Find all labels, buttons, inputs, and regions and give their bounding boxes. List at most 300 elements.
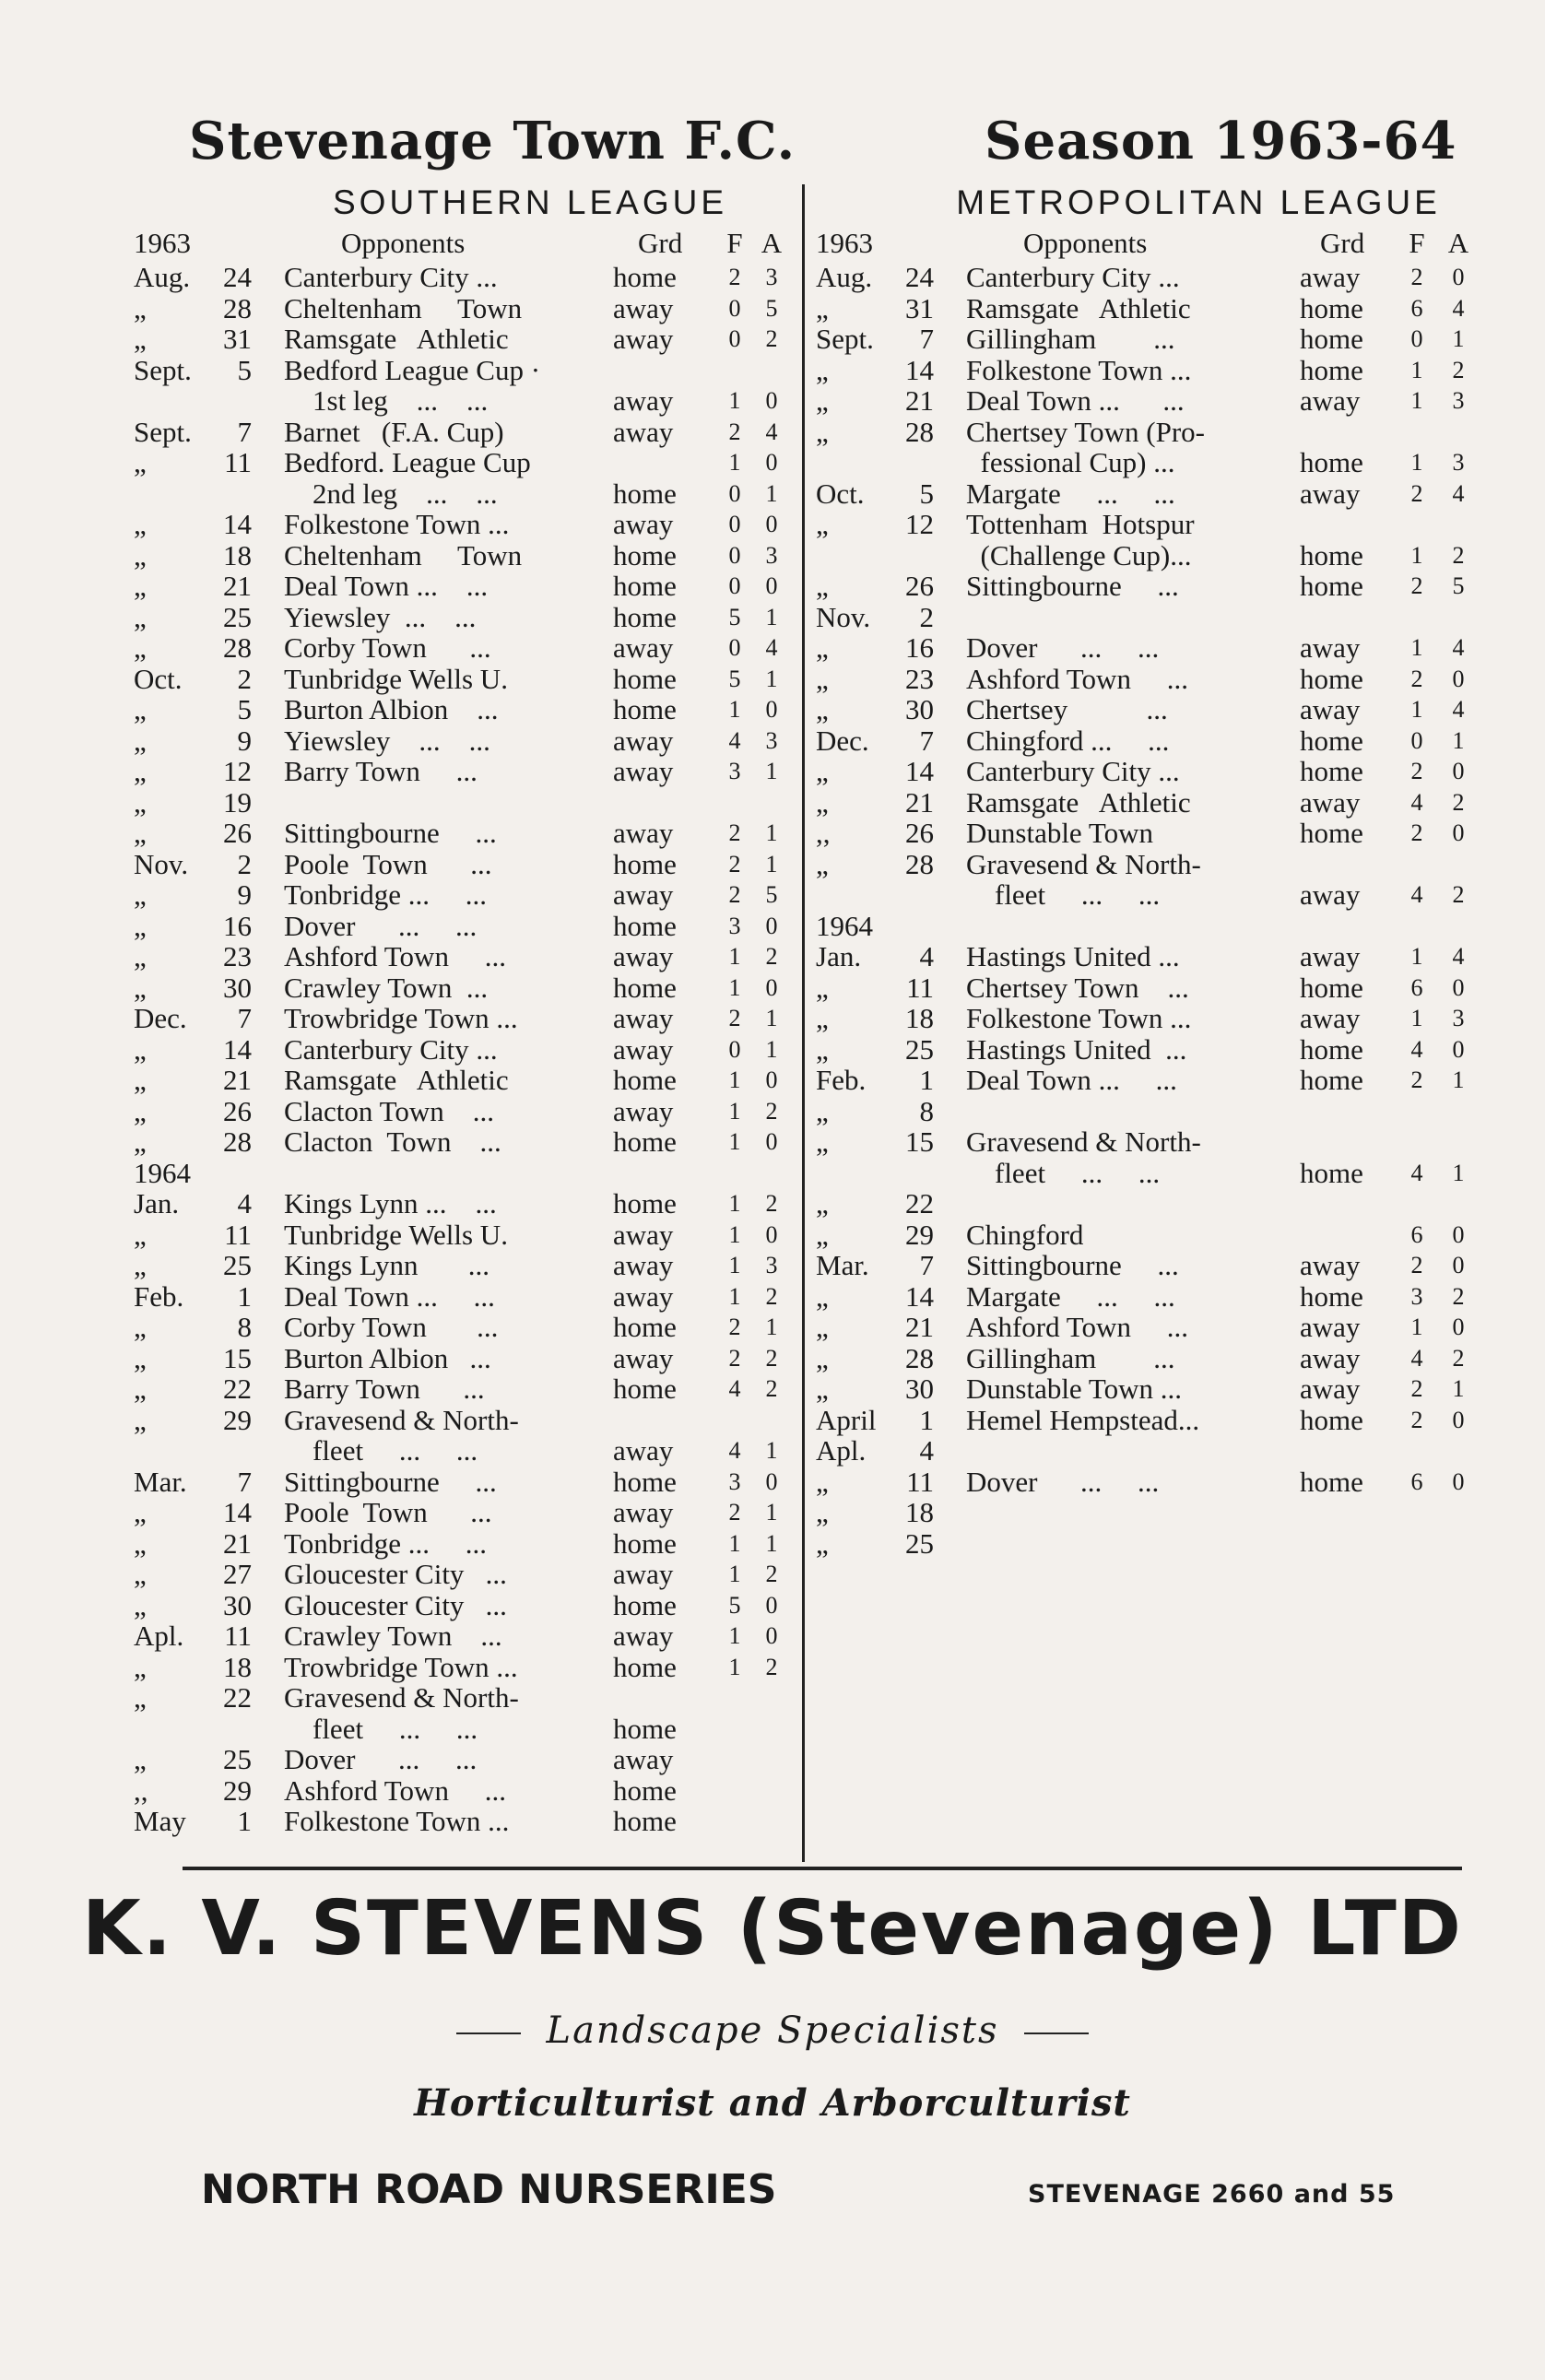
fixture-goals-for: 1 (728, 943, 741, 970)
fixture-ground: away (613, 1558, 674, 1590)
fixture-month: „ (816, 415, 829, 448)
fixture-date (816, 1343, 934, 1374)
fixture-goals-for: 0 (728, 572, 741, 599)
header-ground: Grd (638, 227, 683, 259)
fixture-goals-for: 2 (1410, 1375, 1423, 1402)
fixture-opponent: Dover ... ... (966, 631, 1160, 664)
fixture-month: Aug. (816, 261, 873, 293)
fixture-goals-for: 1 (728, 1653, 741, 1680)
fixture-opponent: Sittingbourne ... (284, 1465, 497, 1498)
fixture-row (134, 355, 797, 386)
fixture-ground: away (613, 1279, 674, 1313)
fixture-goals-against: 2 (765, 1282, 778, 1310)
fixture-opponent: Ramsgate Athletic (284, 323, 509, 355)
fixture-date (816, 324, 934, 355)
fixture-goals-against: 3 (765, 1252, 778, 1278)
fixture-ground: away (613, 940, 674, 972)
fixture-month: „ (816, 693, 829, 725)
fixture-month: „ (134, 1094, 147, 1127)
fixture-date (134, 602, 252, 633)
fixture-row (134, 509, 797, 540)
fixture-date (134, 787, 252, 819)
fixture-day: 18 (905, 1496, 934, 1528)
fixture-goals-against: 2 (765, 1344, 778, 1372)
fixture-month: Mar. (134, 1465, 187, 1498)
fixture-date (816, 602, 934, 633)
fixture-goals-against: 1 (765, 479, 778, 507)
fixture-row (134, 1559, 797, 1590)
fixture-row (134, 1590, 797, 1621)
fixture-opponent: Dover ... ... (284, 1743, 478, 1775)
fixture-row (134, 478, 797, 510)
fixture-month: Apl. (134, 1620, 184, 1652)
fixture-date (134, 478, 252, 510)
fixture-row (134, 447, 797, 478)
fixture-opponent: Chingford ... ... (966, 724, 1170, 757)
fixture-month: Nov. (134, 847, 189, 880)
fixture-goals-for: 3 (728, 758, 741, 784)
fixture-date (134, 293, 252, 324)
fixture-ground: home (1300, 817, 1363, 849)
fixture-ground: home (1300, 971, 1363, 1004)
fixture-date (816, 293, 934, 324)
fixture-goals-against: 1 (765, 1499, 778, 1526)
fixture-goals-against: 2 (765, 1375, 778, 1402)
fixture-day: 22 (905, 1187, 934, 1219)
fixture-day: 15 (905, 1125, 934, 1158)
fixture-goals-against: 3 (765, 726, 778, 754)
fixture-date (816, 787, 934, 819)
header-ground: Grd (1320, 227, 1365, 259)
fixture-opponent: Crawley Town ... (284, 1620, 502, 1652)
fixture-opponent: Crawley Town ... (284, 971, 489, 1004)
fixture-row (134, 1373, 797, 1405)
fixture-day: 28 (905, 415, 934, 448)
fixture-ground: away (1300, 693, 1361, 725)
fixture-goals-against: 2 (765, 1097, 778, 1125)
fixture-ground: away (613, 1743, 674, 1775)
fixture-opponent: Dover ... ... (966, 1465, 1160, 1498)
fixture-row (816, 1435, 1480, 1467)
fixture-date (134, 509, 252, 540)
fixture-date (816, 972, 934, 1004)
fixture-goals-against: 4 (1452, 479, 1465, 507)
header-opponents: Opponents (341, 227, 466, 259)
fixture-row (134, 694, 797, 725)
fixture-goals-against: 4 (1452, 696, 1465, 723)
fixture-goals-for: 3 (1410, 1282, 1423, 1310)
fixture-month: „ (134, 817, 147, 849)
fixture-day: 18 (905, 1002, 934, 1034)
fixture-opponent: Sittingbourne ... (284, 817, 497, 849)
fixture-month: „ (816, 1032, 829, 1066)
fixture-day: 22 (223, 1681, 252, 1714)
fixture-date (816, 355, 934, 386)
advert-rule (183, 1867, 1462, 1870)
fixture-opponent: Canterbury City ... (966, 261, 1180, 293)
fixture-row (816, 417, 1480, 448)
fixture-goals-for: 2 (728, 850, 741, 878)
fixture-row (134, 1528, 797, 1560)
fixture-day: 19 (223, 785, 252, 819)
fixture-opponent: Hastings United ... (966, 1032, 1187, 1066)
fixture-goals-against: 1 (765, 665, 778, 692)
fixture-month: Oct. (134, 662, 183, 695)
fixture-month: „ (134, 508, 147, 540)
fixture-row (134, 972, 797, 1004)
fixture-goals-against: 2 (765, 1561, 778, 1587)
fixture-row (134, 324, 797, 355)
fixture-goals-for: 1 (1410, 1005, 1423, 1031)
fixture-ground: away (1300, 1249, 1361, 1281)
fixture-date (816, 1034, 934, 1066)
fixture-day: 28 (905, 1341, 934, 1374)
fixture-goals-for: 2 (728, 819, 741, 846)
fixture-row (816, 1312, 1480, 1343)
fixture-row (134, 1806, 797, 1837)
fixture-date (134, 1714, 252, 1745)
fixture-opponent: Folkestone Town ... (966, 353, 1192, 386)
fixture-row (134, 417, 797, 448)
fixture-month: Feb. (816, 1064, 867, 1096)
fixture-ground: home (613, 1465, 677, 1498)
fixture-goals-against: 0 (1452, 1035, 1465, 1063)
fixture-row (816, 1126, 1480, 1158)
fixture-row (134, 1497, 797, 1528)
fixture-ground: home (613, 600, 677, 633)
fixture-row (816, 262, 1480, 293)
fixture-day: 16 (223, 909, 252, 942)
fixture-day: 15 (223, 1341, 252, 1374)
fixture-row (816, 1373, 1480, 1405)
fixture-ground: away (613, 631, 674, 664)
fixture-opponent: Gloucester City ... (284, 1588, 507, 1621)
fixture-opponent: Ashford Town ... (284, 1773, 506, 1807)
fixture-month: „ (816, 971, 829, 1004)
fixture-goals-against: 0 (765, 1622, 778, 1649)
fixture-day: 21 (223, 570, 252, 602)
fixture-opponent: Corby Town ... (284, 1311, 499, 1343)
fixture-goals-against: 0 (765, 973, 778, 1001)
fixture-row (816, 1405, 1480, 1436)
fixture-month: „ (816, 1526, 829, 1560)
fixture-day: 29 (223, 1403, 252, 1436)
fixture-goals-against: 5 (765, 881, 778, 908)
fixture-date (134, 1343, 252, 1374)
fixture-opponent: Canterbury City ... (284, 1032, 498, 1066)
fixture-month: „ (134, 1650, 147, 1683)
fixture-ground: home (1300, 1465, 1363, 1498)
fixture-opponent: Chertsey ... (966, 693, 1168, 725)
metropolitan-fixture-list (816, 262, 1480, 1559)
fixture-opponent: Folkestone Town ... (284, 508, 510, 540)
fixture-day: 27 (223, 1558, 252, 1590)
fixture-goals-for: 1 (728, 387, 741, 414)
fixture-row (816, 293, 1480, 324)
fixture-goals-for: 1 (728, 1252, 741, 1278)
header-opponents: Opponents (1023, 227, 1148, 259)
fixture-ground: away (613, 1496, 674, 1528)
fixture-day: 4 (919, 940, 934, 972)
fixture-opponent: Tonbridge ... ... (284, 1526, 487, 1560)
southern-league-title: SOUTHERN LEAGUE (332, 183, 727, 221)
fixture-date (134, 1744, 252, 1775)
fixture-month: „ (816, 785, 829, 819)
fixture-ground: home (613, 971, 677, 1004)
fixture-ground: away (613, 1434, 674, 1467)
fixture-goals-for: 4 (1410, 881, 1423, 908)
fixture-goals-for: 2 (728, 1314, 741, 1340)
fixture-date (134, 1559, 252, 1590)
fixture-goals-against: 0 (765, 1591, 778, 1619)
fixture-date (134, 447, 252, 478)
fixture-ground: away (613, 878, 674, 911)
fixture-goals-for: 4 (1410, 1344, 1423, 1372)
fixture-day: 1 (237, 1805, 252, 1837)
fixture-date (134, 571, 252, 602)
fixture-ground: home (613, 1125, 677, 1158)
column-divider (802, 184, 805, 1862)
fixture-row (816, 818, 1480, 849)
fixture-ground: away (613, 1002, 674, 1034)
fixture-opponent: 2nd leg ... ... (284, 477, 498, 510)
fixture-month: „ (134, 1496, 147, 1528)
fixture-row (816, 1528, 1480, 1560)
fixture-ground: away (613, 817, 674, 849)
fixture-date (816, 509, 934, 540)
fixture-month: „ (816, 1279, 829, 1313)
fixture-date (134, 1219, 252, 1251)
fixture-ground: home (1300, 1403, 1363, 1436)
fixture-date (134, 1467, 252, 1498)
fixture-opponent: Sittingbourne ... (966, 1249, 1179, 1281)
fixture-row (134, 1219, 797, 1251)
fixture-date (134, 540, 252, 571)
fixture-goals-for: 1 (728, 1529, 741, 1557)
fixture-goals-against: 0 (765, 1066, 778, 1093)
fixture-goals-against: 2 (765, 325, 778, 352)
fixture-month: „ (134, 1218, 147, 1251)
fixture-month: „ (816, 384, 829, 417)
fixture-date (816, 1528, 934, 1560)
fixture-date (134, 1281, 252, 1313)
fixture-goals-for: 2 (728, 418, 741, 445)
fixture-date (816, 571, 934, 602)
fixture-date (134, 1405, 252, 1436)
fixture-goals-against: 0 (765, 511, 778, 537)
fixture-month: „ (816, 353, 829, 386)
fixture-row (134, 293, 797, 324)
fixture-date (816, 632, 934, 664)
fixture-day: 11 (224, 1620, 252, 1652)
fixture-month: 1964 (134, 1156, 191, 1189)
fixture-goals-for: 5 (728, 1591, 741, 1619)
fixture-goals-for: 5 (728, 665, 741, 692)
fixture-goals-against: 1 (765, 819, 778, 846)
fixture-date (816, 849, 934, 880)
fixture-opponent: Gloucester City ... (284, 1558, 507, 1590)
fixture-day: 1 (919, 1064, 934, 1096)
fixture-day: 25 (905, 1032, 934, 1066)
fixture-goals-against: 0 (765, 387, 778, 414)
fixture-date (816, 385, 934, 417)
fixture-month: „ (816, 508, 829, 540)
fixture-ground: home (1300, 446, 1363, 478)
fixture-goals-for: 3 (728, 1467, 741, 1495)
fixture-opponent: Deal Town ... ... (284, 1279, 495, 1313)
fixture-month: „ (134, 755, 147, 787)
fixture-row (816, 602, 1480, 633)
fixture-day: 1 (237, 1279, 252, 1313)
fixture-month: „ (134, 1558, 147, 1590)
fixture-goals-against: 0 (765, 912, 778, 939)
fixture-month: Dec. (134, 1002, 187, 1034)
fixture-day: 14 (905, 353, 934, 386)
fixture-date (134, 1250, 252, 1281)
fixture-month: 1964 (816, 909, 873, 942)
fixture-month: „ (816, 1218, 829, 1251)
fixture-opponent: Hemel Hempstead... (966, 1403, 1200, 1436)
fixture-month: „ (134, 291, 147, 324)
fixture-row (134, 664, 797, 695)
fixture-month: „ (816, 847, 829, 880)
fixture-goals-against: 4 (765, 634, 778, 661)
advert-nursery: NORTH ROAD NURSERIES (201, 2166, 777, 2213)
fixture-ground: away (1300, 1373, 1361, 1405)
fixture-goals-for: 1 (728, 1220, 741, 1248)
fixture-goals-for: 2 (728, 881, 741, 908)
fixture-goals-against: 0 (1452, 1467, 1465, 1495)
fixture-ground: home (613, 1373, 677, 1405)
fixture-ground: home (1300, 724, 1363, 757)
fixture-date (134, 1652, 252, 1683)
fixture-goals-against: 2 (1452, 356, 1465, 383)
fixture-goals-against: 0 (1452, 1406, 1465, 1433)
fixture-day: 7 (237, 1002, 252, 1034)
fixture-ground: home (613, 909, 677, 942)
fixture-row (816, 447, 1480, 478)
fixture-day: 12 (905, 508, 934, 540)
fixture-ground: home (613, 1311, 677, 1343)
fixture-date (816, 911, 934, 942)
fixture-ground: away (1300, 1341, 1361, 1374)
fixture-date (816, 1003, 934, 1034)
fixture-goals-for: 4 (728, 1437, 741, 1464)
fixture-day: 29 (905, 1218, 934, 1251)
fixture-goals-against: 1 (1452, 1066, 1465, 1093)
fixture-opponent: Hastings United ... (966, 940, 1180, 972)
fixture-day: 1 (919, 1403, 934, 1436)
fixture-ground: away (613, 1249, 674, 1281)
fixture-day: 5 (237, 693, 252, 725)
fixture-opponent: Chertsey Town (Pro- (966, 415, 1206, 448)
fixture-opponent: Folkestone Town ... (284, 1805, 510, 1837)
fixture-ground: home (613, 1588, 677, 1621)
fixture-opponent: Barry Town ... (284, 755, 478, 787)
fixture-opponent: Tunbridge Wells U. (284, 662, 508, 695)
fixture-month: „ (134, 1526, 147, 1560)
fixture-row (134, 725, 797, 757)
fixture-month: Nov. (816, 600, 871, 633)
fixture-day: 26 (223, 1094, 252, 1127)
fixture-goals-against: 0 (765, 1467, 778, 1495)
fixture-ground: home (1300, 353, 1363, 386)
fixture-date (134, 1158, 252, 1189)
fixture-ground: home (613, 1650, 677, 1683)
fixture-ground: away (1300, 384, 1361, 417)
fixture-opponent: Dunstable Town (966, 817, 1154, 849)
fixture-row (134, 385, 797, 417)
fixture-row (816, 664, 1480, 695)
fixture-month: „ (134, 1403, 147, 1436)
fixture-goals-against: 1 (765, 850, 778, 878)
southern-header-row (134, 225, 797, 262)
header-against: A (761, 227, 783, 259)
fixture-goals-for: 0 (728, 479, 741, 507)
fixture-row (134, 911, 797, 942)
fixture-opponent: Cheltenham Town (284, 538, 523, 571)
fixture-goals-against: 4 (765, 418, 778, 445)
fixture-goals-against: 0 (765, 449, 778, 476)
fixture-goals-for: 0 (728, 294, 741, 322)
fixture-opponent: fleet ... ... (966, 1156, 1161, 1189)
fixture-ground: away (1300, 261, 1361, 293)
fixture-ground: home (613, 570, 677, 602)
fixture-day: 14 (905, 1279, 934, 1313)
fixture-day: 11 (906, 971, 934, 1004)
metropolitan-league-title: METROPOLITAN LEAGUE (956, 183, 1441, 221)
fixture-month: „ (816, 570, 829, 602)
fixture-row (134, 1188, 797, 1219)
fixture-goals-against: 0 (1452, 264, 1465, 290)
fixture-row (134, 1096, 797, 1127)
fixture-opponent: Chertsey Town ... (966, 971, 1189, 1004)
fixture-ground: home (1300, 291, 1363, 324)
fixture-month: „ (816, 1341, 829, 1374)
fixture-date (134, 355, 252, 386)
fixture-row (134, 1343, 797, 1374)
fixture-goals-against: 0 (1452, 1314, 1465, 1340)
fixture-goals-against: 3 (1452, 1005, 1465, 1031)
fixture-goals-against: 2 (1452, 1282, 1465, 1310)
fixture-date (134, 1003, 252, 1034)
fixture-day: 28 (223, 291, 252, 324)
fixture-day: 30 (223, 971, 252, 1004)
fixture-row (816, 324, 1480, 355)
fixture-ground: home (613, 662, 677, 695)
fixture-goals-against: 4 (1452, 634, 1465, 661)
fixture-goals-for: 2 (1410, 1406, 1423, 1433)
fixture-ground: home (1300, 323, 1363, 355)
fixture-goals-for: 4 (728, 726, 741, 754)
fixture-date (816, 879, 934, 911)
fixture-row (134, 1405, 797, 1436)
fixture-day: 22 (223, 1373, 252, 1405)
fixture-goals-against: 1 (765, 1005, 778, 1031)
fixture-opponent: fleet ... ... (284, 1712, 478, 1745)
fixture-day: 11 (906, 1465, 934, 1498)
fixture-month: ,, (816, 817, 831, 849)
fixture-date (134, 385, 252, 417)
fixture-day: 25 (223, 1743, 252, 1775)
fixture-day: 28 (223, 1125, 252, 1158)
fixture-goals-for: 0 (728, 511, 741, 537)
fixture-ground: home (613, 477, 677, 510)
fixture-opponent: Poole Town ... (284, 1496, 492, 1528)
fixture-goals-against: 0 (1452, 758, 1465, 784)
fixture-row (134, 262, 797, 293)
fixture-row (816, 941, 1480, 972)
